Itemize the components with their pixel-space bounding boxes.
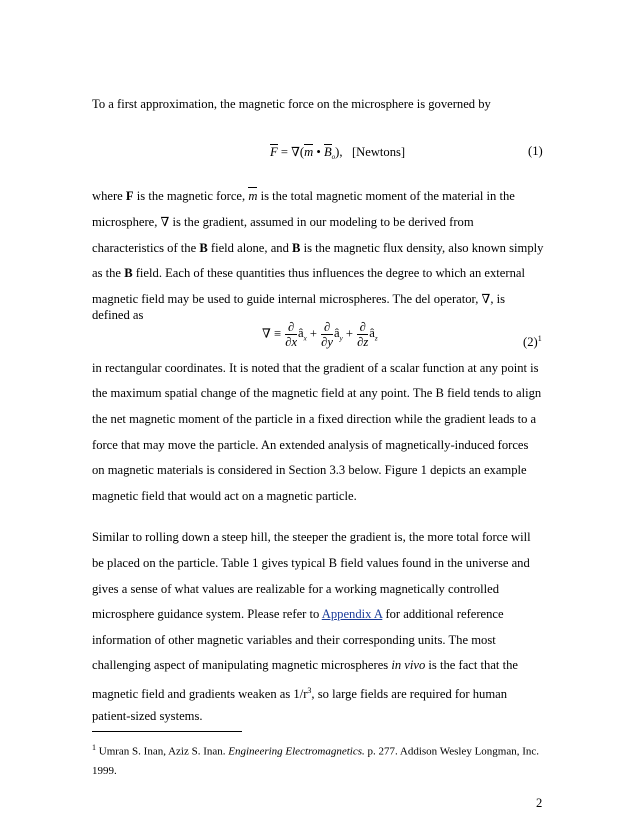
paragraph-3-line-4: force that may move the particle. An extended analysis of magnetically-induced forces bbox=[92, 438, 529, 452]
equation-1-number: (1) bbox=[528, 144, 543, 158]
unit-vector-z: â bbox=[369, 326, 375, 341]
equation-1-operator: = ∇( bbox=[280, 145, 305, 159]
paragraph-2-line-5: magnetic field may be used to guide internal microspheres. The del operator, ∇, is bbox=[92, 292, 506, 306]
partial-x-fraction: $\frac{\partial}{\partial x}$ bbox=[285, 320, 298, 349]
paragraph-2-line-1: where F is the magnetic force, m is the total magnetic moment of the material in the bbox=[92, 189, 515, 203]
dot-operator: • bbox=[316, 145, 321, 159]
in-vivo-emphasis: in vivo bbox=[391, 658, 426, 672]
paragraph-2-line-2: microsphere, ∇ is the gradient, assumed in our modeling to be derived from bbox=[92, 215, 474, 229]
footnote-divider bbox=[92, 731, 242, 732]
equation-1 bbox=[270, 144, 405, 161]
unit-vector-x: â bbox=[298, 326, 304, 341]
paragraph-2-line-3: characteristics of the B field alone, and B is the magnetic flux density, also known simply bbox=[92, 241, 544, 255]
b-subscript: o bbox=[331, 153, 336, 161]
footnote-reference: 1 bbox=[537, 334, 542, 343]
appendix-a-link[interactable]: Appendix A bbox=[321, 607, 383, 621]
paragraph-4-line-7: magnetic field and gradients weaken as $1/r^3$, so large fields are required for human bbox=[92, 686, 508, 702]
footnote-line-1: $^1$ Umran S. Inan, Aziz S. Inan. Engineering Electromagnetics. p. 277. Addison Wesley Longman, Inc. bbox=[92, 743, 540, 758]
paragraph-3-line-5: on magnetic materials is considered in Section 3.3 below. Figure 1 depicts an example bbox=[92, 463, 527, 477]
partial-y-fraction: $\frac{\partial}{\partial y}$ bbox=[321, 320, 333, 349]
del-operator: ∇ ≡ bbox=[262, 326, 282, 341]
paragraph-4-line-6: challenging aspect of manipulating magnetic microspheres in vivo is the fact that the bbox=[92, 658, 518, 672]
page-number: 2 bbox=[536, 796, 543, 810]
footnote-title: Engineering Electromagnetics. bbox=[228, 745, 365, 758]
paragraph-3-line-1: in rectangular coordinates. It is noted that the gradient of a scalar function at any point is bbox=[92, 361, 539, 375]
paragraph-4-line-3: gives a sense of what values are realizable for a working magnetically controlled bbox=[92, 582, 500, 596]
paragraph-4-line-5: information of other magnetic variables and their corresponding units. The most bbox=[92, 633, 496, 647]
paragraph-4-line-4: microsphere guidance system. Please refer to Appendix A for additional reference bbox=[92, 607, 504, 621]
equation-2: ∇ ≡ $\frac{\partial}{\partial x}$ $â_x$ + $\frac{\partial}{\partial y}$ $â_y$ + $\frac{\partial}{\partial z}$ $â_z$ bbox=[262, 320, 378, 349]
paragraph-2-line-4: as the B field. Each of these quantities thus influences the degree to which an external bbox=[92, 266, 525, 280]
paragraph-2-line-6: defined as bbox=[92, 308, 144, 322]
moment-vector: m bbox=[304, 145, 314, 159]
paragraph-3-line-2: the maximum spatial change of the magnetic field at any point. The B field tends to align bbox=[92, 386, 542, 400]
intro-line: To a first approximation, the magnetic force on the microsphere is governed by bbox=[92, 97, 491, 111]
footnote-line-2: 1999. bbox=[92, 765, 117, 777]
partial-z-fraction: $\frac{\partial}{\partial z}$ bbox=[357, 320, 369, 349]
force-vector: F bbox=[270, 145, 278, 159]
footnote-marker: 1 bbox=[92, 743, 96, 752]
equation-2-number: $(2)^1$ bbox=[523, 334, 542, 350]
paragraph-3-line-6: magnetic field that would act on a magnetic particle. bbox=[92, 489, 357, 503]
paragraph-4-line-1: Similar to rolling down a steep hill, the steeper the gradient is, the more total force will bbox=[92, 530, 531, 544]
paragraph-4-line-8: patient-sized systems. bbox=[92, 709, 203, 723]
units-label: [Newtons] bbox=[351, 145, 406, 159]
b-field-vector: B bbox=[323, 145, 332, 159]
equation-1-close: ), bbox=[335, 145, 343, 159]
paragraph-4-line-2: be placed on the particle. Table 1 gives typical B field values found in the universe and bbox=[92, 556, 530, 570]
unit-vector-y: â bbox=[333, 326, 340, 341]
paragraph-3-line-3: the net magnetic moment of the particle in a fixed direction while the gradient leads to a bbox=[92, 412, 537, 426]
